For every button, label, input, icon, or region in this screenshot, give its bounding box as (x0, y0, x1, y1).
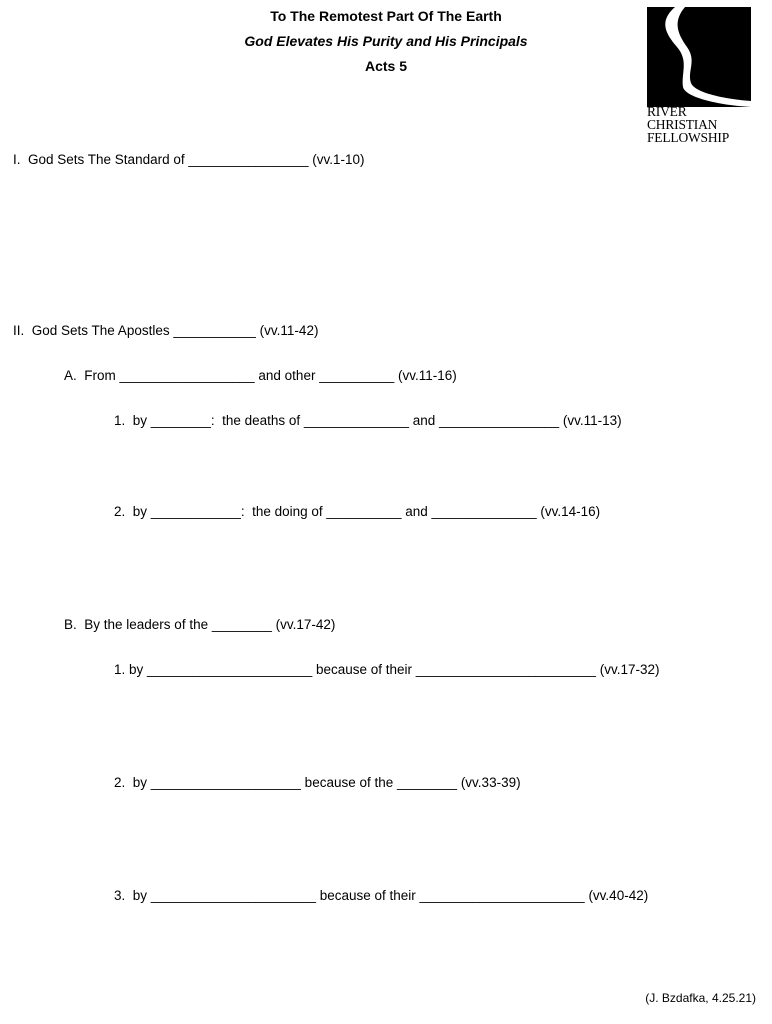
outline-point-2a1: 1. by ________: the deaths of ______________ and ________________ (vv.11-13) (114, 413, 622, 428)
outline-point-2b2: 2. by ____________________ because of the ________ (vv.33-39) (114, 775, 521, 790)
outline-point-2: II. God Sets The Apostles ___________ (vv.11-42) (13, 323, 319, 338)
river-icon (647, 7, 751, 107)
page-title: To The Remotest Part Of The Earth (270, 8, 502, 24)
outline-point-2a: A. From __________________ and other __________ (vv.11-16) (64, 368, 457, 383)
logo-line-fellowship: FELLOWSHIP (647, 130, 729, 145)
logo-wordmark (647, 105, 729, 144)
page-subtitle: God Elevates His Purity and His Principals (244, 33, 528, 49)
outline-point-2a2: 2. by ____________: the doing of __________ and ______________ (vv.14-16) (114, 504, 601, 519)
logo-line-river: RIVER (647, 104, 687, 119)
church-logo (645, 7, 757, 152)
scripture-passage: Acts 5 (364, 58, 408, 74)
outline-point-1: I. God Sets The Standard of ________________ (vv.1-10) (13, 152, 365, 167)
outline-point-2b1: 1. by ______________________ because of their ________________________ (vv.17-32) (114, 662, 660, 677)
outline-point-2b: B. By the leaders of the ________ (vv.17-42) (64, 617, 336, 632)
river-logo-mark (647, 7, 751, 107)
outline-point-2b3: 3. by ______________________ because of their ______________________ (vv.40-42) (114, 888, 649, 903)
logo-line-christian: CHRISTIAN (647, 117, 718, 132)
author-credit: (J. Bzdafka, 4.25.21) (645, 991, 756, 1005)
